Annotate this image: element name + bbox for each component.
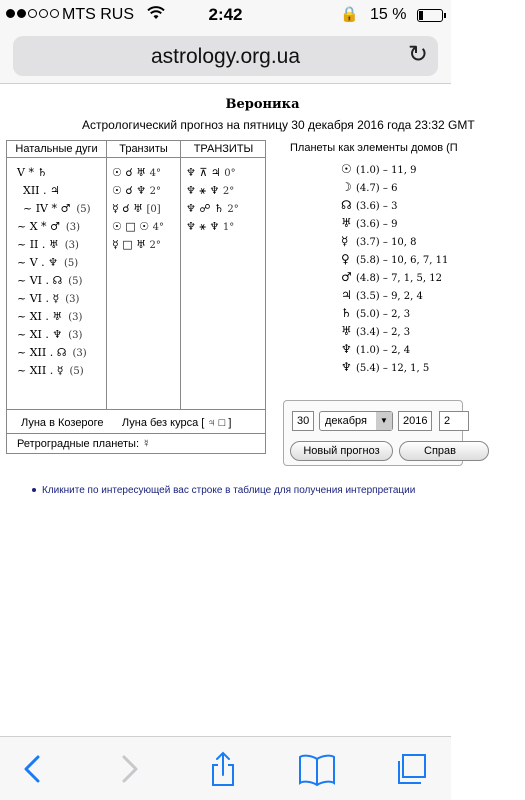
list-item[interactable]: ♄ (5.0) – 2, 3 [341,306,411,320]
table-row[interactable]: ~ X * ♂ (3) [17,220,81,233]
new-forecast-button[interactable]: Новый прогноз [290,441,393,461]
table-row[interactable]: ♆ ⊼ ♃ 0° [186,166,236,179]
rotation-lock-icon: 🔒 [340,6,359,23]
url-text[interactable]: astrology.org.ua [150,45,301,68]
table-row[interactable]: ~ II . ♅ (3) [17,238,79,251]
bullet-icon [32,488,36,492]
list-item[interactable]: ☉ (1.0) – 11, 9 [341,162,417,176]
bookmarks-book-icon[interactable] [297,751,337,787]
battery-percent: 15 % [370,6,407,23]
table-row[interactable]: ~ VI . ☊ (5) [17,274,83,287]
retrograde-row[interactable]: Ретроградные планеты: ☿ [7,433,265,455]
hour-input[interactable]: 2 [439,411,469,431]
help-button[interactable]: Справ [399,441,489,461]
list-item[interactable]: ♅ (3.4) – 2, 3 [341,324,411,338]
forward-chevron-icon[interactable] [108,751,148,787]
browser-address-area [0,30,451,84]
table-row[interactable]: ☿ ☌ ♅ [0] [112,202,161,215]
browser-toolbar [0,736,451,800]
tabs-icon[interactable] [391,751,431,787]
moon-sign: Луна в Козероге [21,417,104,429]
battery-icon [417,9,443,22]
status-bar [0,0,451,30]
list-item[interactable]: ♂ (4.8) – 7, 1, 5, 12 [341,270,442,284]
table-row[interactable]: XII . ♃ [23,184,60,197]
month-value: декабря [325,415,367,427]
table-row[interactable]: ☿ □ ♅ 2° [112,238,161,251]
year-input[interactable]: 2016 [398,411,432,431]
month-select[interactable] [319,411,393,431]
share-icon[interactable] [203,751,243,787]
houses-list [341,162,448,378]
table-row[interactable]: V * ♄ [17,166,48,179]
web-page [0,84,475,736]
back-chevron-icon[interactable] [14,751,54,787]
list-item[interactable]: ♆ (1.0) – 2, 4 [341,342,411,356]
transits-upper-column [181,141,266,409]
transits-column [107,141,181,409]
list-item[interactable]: ♃ (3.5) – 9, 2, 4 [341,288,423,302]
natal-arcs-column [7,141,107,409]
table-row[interactable]: ~ IV * ♂ (5) [23,202,91,215]
table-row[interactable]: ☉ ☌ ♅ 4° [112,166,161,179]
table-row[interactable]: ♆ ⚹ ♆ 1° [186,220,235,233]
table-row[interactable]: ~ V . ♆ (5) [17,256,79,269]
list-item[interactable]: ♆ (5.4) – 12, 1, 5 [341,360,430,374]
column-header: ТРАНЗИТЫ [181,141,266,158]
table-row[interactable]: ♆ ☍ ♄ 2° [186,202,239,215]
clock: 2:42 [208,5,243,24]
moon-info-row[interactable] [7,409,265,433]
moon-void: Луна без курса [ ♃ □ ] [121,417,232,429]
list-item[interactable]: ♅ (3.6) – 9 [341,216,398,230]
table-row[interactable]: ♆ ⚹ ♆ 2° [186,184,235,197]
table-row[interactable]: ~ XII . ☊ (3) [17,346,87,359]
list-item[interactable]: ☊ (3.6) – 3 [341,198,398,212]
table-row[interactable]: ☉ ☌ ♆ 2° [112,184,161,197]
address-bar[interactable] [13,36,438,76]
carrier-name: MTS RUS [62,6,134,23]
day-input[interactable]: 30 [292,411,314,431]
dropdown-arrow-icon[interactable]: ▼ [376,412,392,430]
person-name: Вероника [225,97,300,112]
houses-title: Планеты как элементы домов (П [290,142,458,154]
list-item[interactable]: ☿ (3.7) – 10, 8 [341,234,417,248]
hint-text[interactable]: Кликните по интересующей вас строке в таблице для получения интерпретации [42,485,416,496]
list-item[interactable]: ♀ (5.8) – 10, 6, 7, 11 [341,252,449,266]
column-header: Транзиты [107,141,180,158]
interpretation-hint[interactable] [32,485,415,496]
table-row[interactable]: ~ XI . ♆ (3) [17,328,83,341]
reload-icon[interactable]: ↻ [407,41,428,68]
aspects-table [6,140,266,454]
column-header: Натальные дуги [7,141,106,158]
date-form [283,400,463,466]
table-row[interactable]: ~ VI . ☿ (3) [17,292,80,305]
table-row[interactable]: ~ XI . ♅ (3) [17,310,83,323]
list-item[interactable]: ☽ (4.7) – 6 [341,180,398,194]
forecast-title: Астрологический прогноз на пятницу 30 декабря 2016 года 23:32 GMT [82,118,475,132]
table-row[interactable]: ~ XII . ☿ (5) [17,364,84,377]
table-row[interactable]: ☉ □ ☉ 4° [112,220,164,233]
